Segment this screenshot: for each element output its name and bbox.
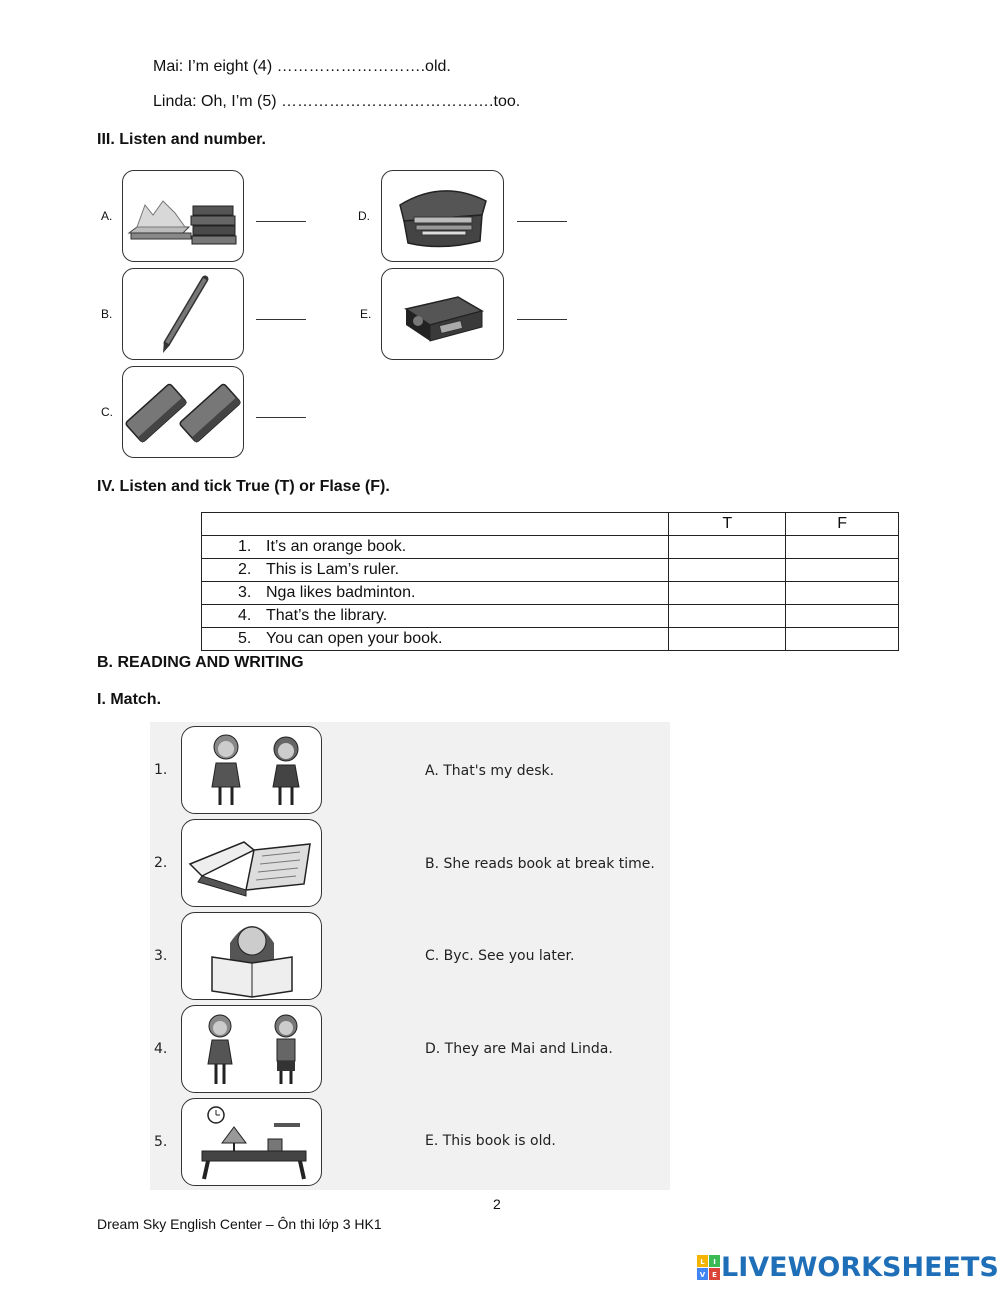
item-letter-b: B. [101,307,113,321]
pencil-icon [123,269,243,359]
pencil-case-icon [382,171,503,261]
match-option-b: B. She reads book at break time. [425,856,655,872]
match-number-5: 5. [154,1134,168,1150]
tick-false-cell[interactable] [786,605,899,628]
tick-true-cell[interactable] [669,536,786,559]
statement-cell [202,605,669,628]
statement-number: 5. [238,630,252,647]
tick-true-cell[interactable] [669,559,786,582]
statement-text: You can open your book. [266,630,443,647]
desk-icon [182,1099,321,1185]
match-title: I. Match. [97,691,162,708]
match-picture-4 [181,1005,322,1093]
table-row [202,582,899,605]
picture-pencil-case [381,170,504,262]
picture-sharpener [381,268,504,360]
part-b-title: B. READING AND WRITING [97,654,304,671]
live-badge-icon [697,1255,721,1281]
statement-text: That’s the library. [266,607,388,624]
statement-number: 4. [238,607,252,624]
match-picture-2 [181,819,322,907]
item-letter-e: E. [360,307,372,321]
match-number-3: 3. [154,948,168,964]
svg-text:I: I [713,1257,716,1266]
tick-false-cell[interactable] [786,582,899,605]
svg-text:E: E [712,1270,717,1279]
dialogue-line-5 [153,93,520,111]
dialogue-text: Mai: I’m eight (4) [153,58,277,75]
picture-erasers [122,366,244,458]
table-header-blank [202,513,669,536]
table-row [202,628,899,651]
answer-line-a[interactable] [256,221,306,222]
dialogue-text: too. [493,93,521,110]
column-false-header: F [786,513,899,536]
answer-line-e[interactable] [517,319,567,320]
statement-cell [202,628,669,651]
tick-true-cell[interactable] [669,628,786,651]
girl-reading-icon [182,913,321,999]
match-option-c: C. Byc. See you later. [425,948,575,964]
answer-line-d[interactable] [517,221,567,222]
statement-number: 3. [238,584,252,601]
dialogue-text: Linda: Oh, I’m (5) [153,93,282,110]
table-row [202,536,899,559]
erasers-icon [123,367,243,457]
dialogue-text: old. [425,58,451,75]
statement-cell [202,536,669,559]
section-3-title: III. Listen and number. [97,131,266,148]
match-option-a: A. That's my desk. [425,763,555,779]
books-icon [123,171,243,261]
match-number-4: 4. [154,1041,168,1057]
tick-false-cell[interactable] [786,559,899,582]
match-picture-1 [181,726,322,814]
statement-text: Nga likes badminton. [266,584,416,601]
statement-number: 2. [238,561,252,578]
boy-and-girl-icon [182,1006,321,1092]
match-number-1: 1. [154,762,168,778]
tick-false-cell[interactable] [786,536,899,559]
picture-books [122,170,244,262]
answer-blank-4[interactable]: ………………………. [276,58,426,75]
true-false-table [201,512,899,651]
table-row [202,559,899,582]
answer-blank-5[interactable]: …………………………………. [281,93,494,110]
page-number: 2 [493,1196,501,1212]
statement-cell [202,559,669,582]
open-book-icon [182,820,321,906]
match-picture-5 [181,1098,322,1186]
tick-true-cell[interactable] [669,605,786,628]
answer-line-b[interactable] [256,319,306,320]
tick-false-cell[interactable] [786,628,899,651]
match-picture-3 [181,912,322,1000]
statement-number: 1. [238,538,252,555]
match-number-2: 2. [154,855,168,871]
two-girls-icon [182,727,321,813]
table-row [202,605,899,628]
statement-text: This is Lam’s ruler. [266,561,400,578]
match-option-d: D. They are Mai and Linda. [425,1041,613,1057]
logo-text: LIVEWORKSHEETS [721,1252,999,1283]
liveworksheets-logo [697,1252,999,1283]
svg-text:L: L [700,1257,705,1266]
picture-pencil [122,268,244,360]
footer-text: Dream Sky English Center – Ôn thi lớp 3 HK1 [97,1216,382,1232]
item-letter-a: A. [101,209,113,223]
match-option-e: E. This book is old. [425,1133,556,1149]
statement-text: It’s an orange book. [266,538,407,555]
section-4-title: IV. Listen and tick True (T) or Flase (F). [97,478,390,495]
sharpener-icon [382,269,503,359]
answer-line-c[interactable] [256,417,306,418]
dialogue-line-4 [153,58,451,76]
item-letter-d: D. [358,209,370,223]
statement-cell [202,582,669,605]
tick-true-cell[interactable] [669,582,786,605]
column-true-header: T [669,513,786,536]
table-header-row [202,513,899,536]
item-letter-c: C. [101,405,113,419]
svg-text:V: V [699,1270,706,1279]
